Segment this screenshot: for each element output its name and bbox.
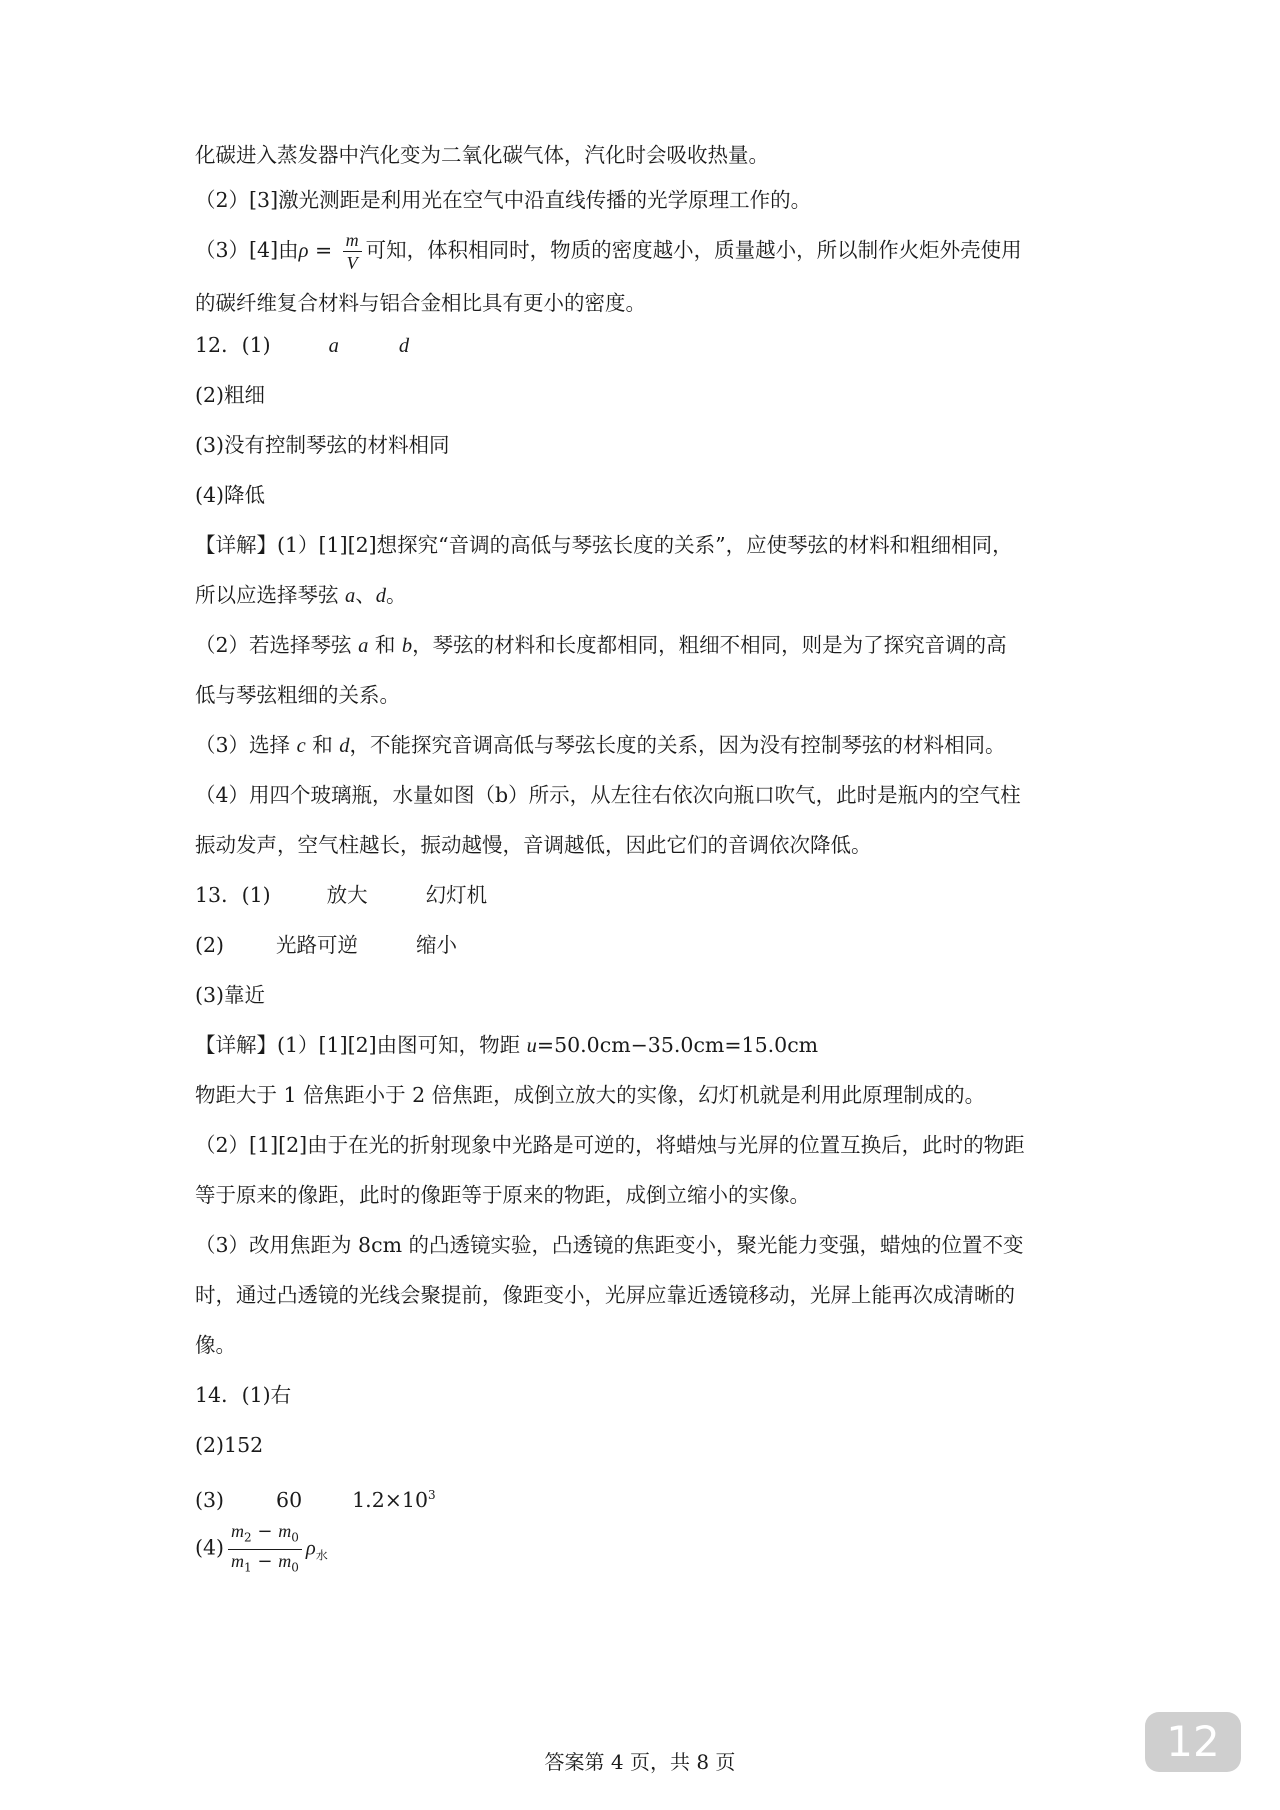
q13-explanation: 等于原来的像距，此时的像距等于原来的物距，成倒立缩小的实像。 [195,1183,810,1207]
q12-answer-3: (3)没有控制琴弦的材料相同 [195,433,450,457]
q12-answer-2: (2)粗细 [195,383,266,407]
q12-explanation: （2）若选择琴弦 a 和 b，琴弦的材料和长度都相同，粗细不相同，则是为了探究音调的高 [195,633,1007,657]
text-line: 的碳纤维复合材料与铝合金相比具有更小的密度。 [195,291,646,315]
rho-symbol: ρ [298,240,309,262]
q13-explanation: 像。 [195,1333,236,1357]
q13-explanation: （2）[1][2]由于在光的折射现象中光路是可逆的，将蜡烛与光屏的位置互换后，此时的物距 [195,1133,1025,1157]
density-fraction: $\frac{m_2 - m_0}{m_1 - m_0}$ [228,1520,302,1578]
q12-explanation: 【详解】(1）[1][2]想探究“音调的高低与琴弦长度的关系”，应使琴弦的材料和粗细相同， [195,533,1013,557]
q13-explanation: 物距大于 1 倍焦距小于 2 倍焦距，成倒立放大的实像，幻灯机就是利用此原理制成的。 [195,1083,986,1107]
q13-answer-1: 13．(1) 放大 幻灯机 [195,883,488,907]
text-line: 化碳进入蒸发器中汽化变为二氧化碳气体，汽化时会吸收热量。 [195,143,769,167]
q13-answer-2: (2) 光路可逆 缩小 [195,933,458,957]
q12-explanation: 所以应选择琴弦 a、d。 [195,583,407,607]
fraction-m-over-v: $\frac{m}{V}$ [343,229,362,274]
q13-answer-3: (3)靠近 [195,983,266,1007]
q12-answer-4: (4)降低 [195,483,266,507]
q13-explanation: 【详解】(1）[1][2]由图可知，物距 u=50.0cm−35.0cm=15.0cm [195,1033,819,1057]
q14-answer-3: (3) 60 $1.2\times 10^3$ [195,1487,436,1512]
rho-water-symbol: ρ [305,1537,316,1560]
page-footer: 答案第 4 页，共 8 页 [544,1750,736,1774]
q13-explanation: 时，通过凸透镜的光线会聚提前，像距变小，光屏应靠近透镜移动，光屏上能再次成清晰的 [195,1283,1015,1307]
density-formula-line: （3）[4]由ρ = $\frac{m}{V}$ 可知，体积相同时，物质的密度越小，质量越小，所以制作火炬外壳使用 [195,230,1022,273]
q14-answer-4: (4) $\frac{m_2 - m_0}{m_1 - m_0}$ $\rho_水$ [195,1520,328,1581]
page-number-badge: 12 [1145,1712,1241,1772]
text-line: （2）[3]激光测距是利用光在空气中沿直线传播的光学原理工作的。 [195,188,812,212]
q14-answer-2: (2)152 [195,1433,264,1457]
q12-explanation: 低与琴弦粗细的关系。 [195,683,400,707]
q12-explanation: （4）用四个玻璃瓶，水量如图（b）所示，从左往右依次向瓶口吹气，此时是瓶内的空气柱 [195,783,1021,807]
q13-explanation: （3）改用焦距为 8cm 的凸透镜实验，凸透镜的焦距变小，聚光能力变强，蜡烛的位置不变 [195,1233,1024,1257]
q12-explanation: （3）选择 c 和 d，不能探究音调高低与琴弦长度的关系，因为没有控制琴弦的材料相同。 [195,733,1006,757]
q14-answer-1: 14．(1)右 [195,1383,292,1407]
q12-explanation: 振动发声，空气柱越长，振动越慢，音调越低，因此它们的音调依次降低。 [195,833,872,857]
q12-answer-1: 12．(1) a d [195,333,410,357]
